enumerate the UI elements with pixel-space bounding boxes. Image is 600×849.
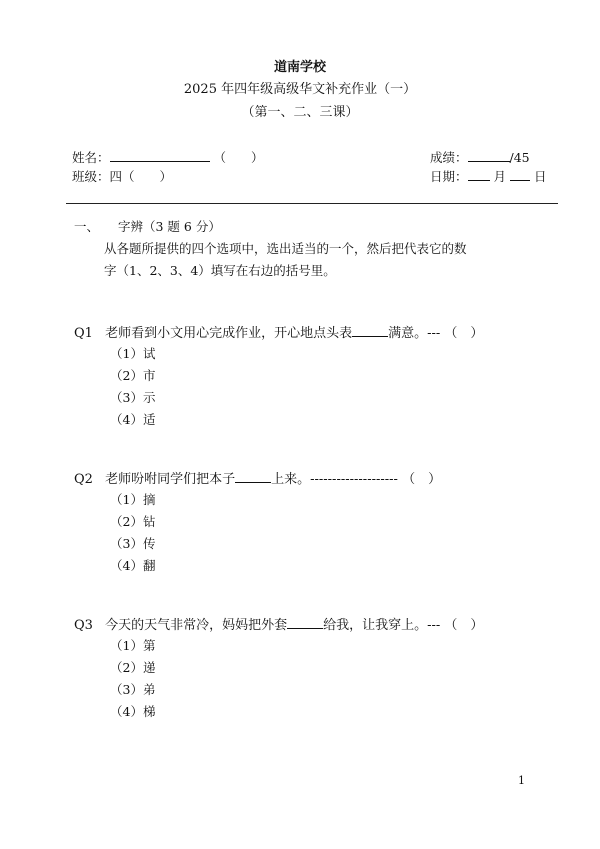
question-stem-after: 满意。--- （ ） bbox=[388, 326, 484, 341]
section-number: 一、 bbox=[74, 219, 100, 234]
option-3[interactable]: （3）示 bbox=[110, 390, 156, 405]
class-label: 班级： bbox=[72, 169, 110, 184]
option-3[interactable]: （3）弟 bbox=[110, 682, 156, 697]
date-row bbox=[430, 167, 547, 185]
option-1[interactable]: （1）试 bbox=[110, 346, 156, 361]
score-label: 成绩： bbox=[430, 150, 468, 165]
option-3[interactable]: （3）传 bbox=[110, 536, 156, 551]
answer-blank[interactable] bbox=[235, 470, 271, 483]
score-blank[interactable] bbox=[468, 149, 510, 162]
question-2 bbox=[74, 468, 441, 487]
option-2[interactable]: （2）钻 bbox=[110, 514, 156, 529]
question-label: Q1 bbox=[74, 326, 93, 341]
class-row bbox=[72, 167, 172, 185]
worksheet-title: 2025 年四年级高级华文补充作业（一） bbox=[183, 82, 417, 97]
option-1[interactable]: （1）第 bbox=[110, 638, 156, 653]
name-label: 姓名： bbox=[72, 150, 110, 165]
name-paren: （ ） bbox=[213, 150, 264, 165]
score-row bbox=[430, 148, 530, 166]
day-label: 日 bbox=[533, 169, 547, 184]
section-title: 字辨（3 题 6 分） bbox=[118, 219, 221, 234]
section-instruction-line1: 从各题所提供的四个选项中，选出适当的一个，然后把代表它的数 bbox=[104, 241, 467, 256]
option-4[interactable]: （4）梯 bbox=[110, 704, 156, 719]
date-label: 日期： bbox=[430, 169, 468, 184]
question-label: Q3 bbox=[74, 618, 93, 633]
option-4[interactable]: （4）翻 bbox=[110, 558, 156, 573]
option-1[interactable]: （1）摘 bbox=[110, 492, 156, 507]
question-stem-after: 上来。-------------------- （ ） bbox=[271, 472, 442, 487]
day-blank[interactable] bbox=[510, 168, 530, 181]
question-stem-after: 给我，让我穿上。--- （ ） bbox=[323, 618, 484, 633]
name-blank[interactable] bbox=[110, 149, 210, 162]
question-3 bbox=[74, 614, 483, 633]
question-stem-before: 今天的天气非常冷，妈妈把外套 bbox=[105, 618, 288, 633]
option-4[interactable]: （4）适 bbox=[110, 412, 156, 427]
section-instruction-line2: 字（1、2、3、4）填写在右边的括号里。 bbox=[104, 263, 336, 278]
page-number: 1 bbox=[518, 774, 525, 787]
answer-blank[interactable] bbox=[287, 616, 323, 629]
name-row bbox=[72, 148, 264, 166]
school-name: 道南学校 bbox=[273, 60, 326, 75]
option-2[interactable]: （2）递 bbox=[110, 660, 156, 675]
month-label: 月 bbox=[493, 169, 507, 184]
question-1 bbox=[74, 322, 483, 341]
answer-blank[interactable] bbox=[352, 324, 388, 337]
option-2[interactable]: （2）市 bbox=[110, 368, 156, 383]
question-stem-before: 老师看到小文用心完成作业，开心地点头表 bbox=[105, 326, 353, 341]
month-blank[interactable] bbox=[468, 168, 490, 181]
question-label: Q2 bbox=[74, 472, 93, 487]
question-stem-before: 老师吩咐同学们把本子 bbox=[105, 472, 236, 487]
score-total: /45 bbox=[509, 150, 530, 165]
header-divider bbox=[66, 203, 558, 204]
lesson-range: （第一、二、三课） bbox=[241, 105, 359, 120]
class-value: 四（ ） bbox=[109, 169, 173, 184]
